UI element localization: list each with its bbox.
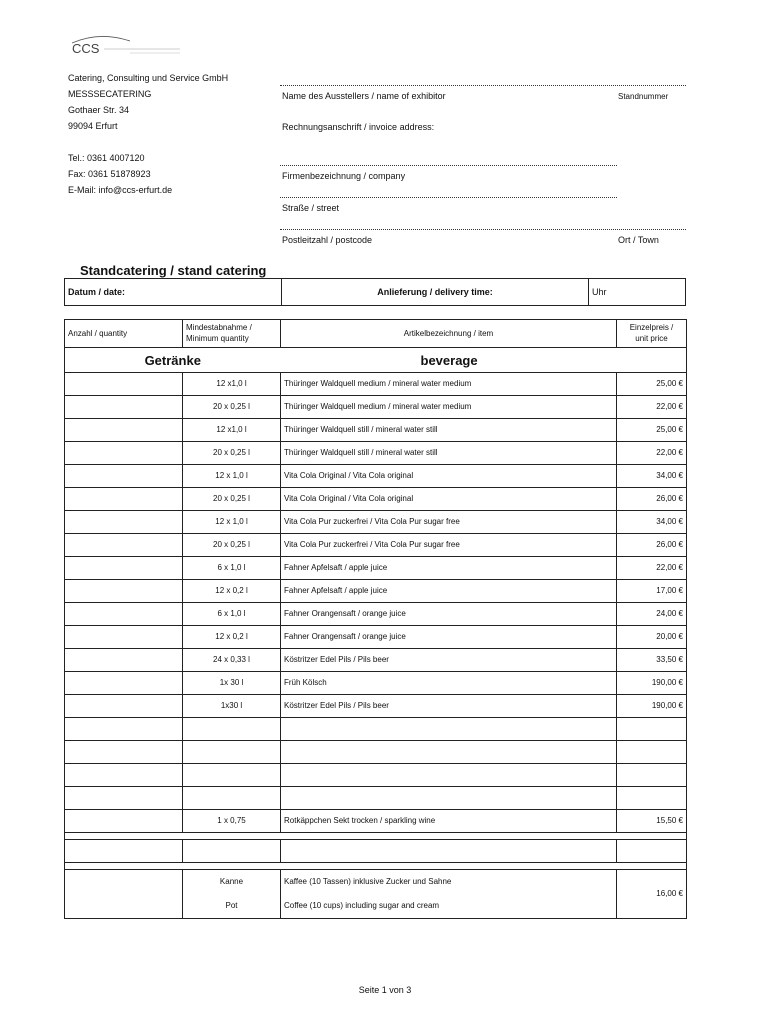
table-row [65,488,687,511]
svg-text:CCS: CCS [72,41,100,56]
unit-price: 25,00 € [617,419,687,442]
quantity-input[interactable] [65,695,183,718]
company-street: Gothaer Str. 34 [68,105,130,115]
min-quantity: 20 x 0,25 l [183,396,281,419]
unit-price: 22,00 € [617,557,687,580]
header-price: Einzelpreis / unit price [617,320,687,348]
item-name [281,718,617,741]
min-quantity [183,764,281,787]
unit-price: 26,00 € [617,534,687,557]
quantity-input[interactable] [65,626,183,649]
quantity-input[interactable] [65,672,183,695]
unit-price: 15,50 € [617,810,687,833]
min-quantity: 12 x 0,2 l [183,626,281,649]
unit-price: 24,00 € [617,603,687,626]
street-line[interactable] [280,197,617,198]
item-name: Rotkäppchen Sekt trocken / sparkling wine [281,810,617,833]
unit-price: 34,00 € [617,511,687,534]
item-name: Fahner Orangensaft / orange juice [281,626,617,649]
order-table [64,319,687,919]
min-quantity: 20 x 0,25 l [183,534,281,557]
quantity-input[interactable] [65,396,183,419]
min-quantity: 12 x1,0 l [183,373,281,396]
unit-price: 26,00 € [617,488,687,511]
item-name: Früh Kölsch [281,672,617,695]
quantity-input[interactable] [65,488,183,511]
coffee-item-1: Kaffee (10 Tassen) inklusive Zucker und Sahne [281,870,617,895]
unit-price [617,741,687,764]
street-label: Straße / street [282,203,340,213]
empty-row [65,718,687,741]
table-row [65,810,687,833]
min-quantity [183,741,281,764]
table-row [65,626,687,649]
uhr-label: Uhr [592,286,607,297]
quantity-input[interactable] [65,603,183,626]
item-name: Fahner Orangensaft / orange juice [281,603,617,626]
postcode-label: Postleitzahl / postcode [282,235,373,245]
uhr-cell [589,279,686,306]
min-quantity [183,787,281,810]
item-name: Vita Cola Pur zuckerfrei / Vita Cola Pur sugar free [281,511,617,534]
delivery-label: Anlieferung / delivery time: [377,286,493,297]
min-quantity: 12 x 0,2 l [183,580,281,603]
delivery-field[interactable] [282,279,589,306]
min-quantity: 6 x 1,0 l [183,557,281,580]
spacer-row [65,833,687,840]
unit-price [617,764,687,787]
item-name [281,787,617,810]
item-name: Köstritzer Edel Pils / Pils beer [281,695,617,718]
quantity-input[interactable] [65,718,183,741]
table-row [65,442,687,465]
unit-price: 20,00 € [617,626,687,649]
header-minimum: Mindestabnahme / Minimum quantity [183,320,281,348]
table-header [65,320,687,348]
stand-label: Standnummer [618,92,669,101]
postcode-line[interactable] [280,229,686,230]
company-email: E-Mail: info@ccs-erfurt.de [68,185,173,195]
quantity-input[interactable] [65,649,183,672]
table-row [65,465,687,488]
category-de: Getränke [65,348,281,373]
unit-price: 190,00 € [617,672,687,695]
min-quantity: 24 x 0,33 l [183,649,281,672]
table-row [65,672,687,695]
quantity-input[interactable] [65,580,183,603]
spacer [65,863,687,870]
table-row [65,396,687,419]
unit-price: 22,00 € [617,396,687,419]
unit-price: 25,00 € [617,373,687,396]
quantity-input[interactable] [65,534,183,557]
coffee-item-2: Coffee (10 cups) including sugar and cream [281,894,617,919]
quantity-input[interactable] [65,810,183,833]
company-dept: MESSSECATERING [68,89,152,99]
empty-row [65,764,687,787]
category-row [65,348,687,373]
empty-row [65,741,687,764]
item-name: Thüringer Waldquell still / mineral water still [281,442,617,465]
item-name: Vita Cola Pur zuckerfrei / Vita Cola Pur sugar free [281,534,617,557]
table-row [65,557,687,580]
unit-price: 34,00 € [617,465,687,488]
section-title: Standcatering / stand catering [80,263,267,278]
table-row [65,603,687,626]
item-name: Thüringer Waldquell still / mineral water still [281,419,617,442]
quantity-input[interactable] [65,741,183,764]
min-quantity: 6 x 1,0 l [183,603,281,626]
header-quantity: Anzahl / quantity [65,320,183,348]
min-quantity: 12 x1,0 l [183,419,281,442]
unit-price: 22,00 € [617,442,687,465]
table-row [65,580,687,603]
unit-price [617,787,687,810]
item-name: Fahner Apfelsaft / apple juice [281,580,617,603]
coffee-row [65,870,687,895]
coffee-min-1: Kanne [183,870,281,895]
quantity-input[interactable] [65,764,183,787]
min-quantity: 1 x 0,75 [183,810,281,833]
page-footer: Seite 1 von 3 [358,985,412,995]
item-name [281,840,617,863]
table-row [65,695,687,718]
town-label: Ort / Town [618,235,659,245]
company-logo [70,33,190,63]
date-label: Datum / date: [68,286,126,297]
table-row [65,419,687,442]
min-quantity: 1x30 l [183,695,281,718]
item-name: Vita Cola Original / Vita Cola original [281,465,617,488]
company-fax: Fax: 0361 51878923 [68,169,151,179]
quantity-input[interactable] [65,787,183,810]
min-quantity [183,840,281,863]
company-line-field[interactable] [280,165,617,166]
category-en: beverage [281,348,687,373]
table-row [65,649,687,672]
unit-price [617,840,687,863]
company-phone: Tel.: 0361 4007120 [68,153,145,163]
item-name [281,764,617,787]
unit-price [617,718,687,741]
quantity-input[interactable] [65,840,183,863]
table-row [65,534,687,557]
date-field[interactable] [65,279,282,306]
coffee-min-2: Pot [183,894,281,919]
company-field-label: Firmenbezeichnung / company [282,171,406,181]
exhibitor-label: Name des Ausstellers / name of exhibitor [282,91,446,101]
item-name: Fahner Apfelsaft / apple juice [281,557,617,580]
quantity-input[interactable] [65,419,183,442]
item-name: Vita Cola Original / Vita Cola original [281,488,617,511]
empty-row [65,840,687,863]
header-item: Artikelbezeichnung / item [281,320,617,348]
company-name: Catering, Consulting und Service GmbH [68,73,229,83]
exhibitor-line[interactable] [280,85,686,86]
min-quantity: 1x 30 l [183,672,281,695]
quantity-input[interactable] [65,465,183,488]
min-quantity [183,718,281,741]
empty-row [65,787,687,810]
min-quantity: 20 x 0,25 l [183,488,281,511]
quantity-input[interactable] [65,373,183,396]
min-quantity: 20 x 0,25 l [183,442,281,465]
quantity-input[interactable] [65,870,183,919]
spacer-row [65,863,687,870]
table-row [65,511,687,534]
quantity-input[interactable] [65,442,183,465]
item-name: Köstritzer Edel Pils / Pils beer [281,649,617,672]
quantity-input[interactable] [65,511,183,534]
table-row [65,373,687,396]
spacer [65,833,687,840]
date-delivery-bar [64,278,686,306]
min-quantity: 12 x 1,0 l [183,511,281,534]
item-name: Thüringer Waldquell medium / mineral water medium [281,396,617,419]
unit-price: 33,50 € [617,649,687,672]
company-city: 99094 Erfurt [68,121,118,131]
coffee-price: 16,00 € [617,870,687,919]
unit-price: 190,00 € [617,695,687,718]
quantity-input[interactable] [65,557,183,580]
item-name [281,741,617,764]
min-quantity: 12 x 1,0 l [183,465,281,488]
invoice-label: Rechnungsanschrift / invoice address: [282,122,435,132]
unit-price: 17,00 € [617,580,687,603]
item-name: Thüringer Waldquell medium / mineral water medium [281,373,617,396]
